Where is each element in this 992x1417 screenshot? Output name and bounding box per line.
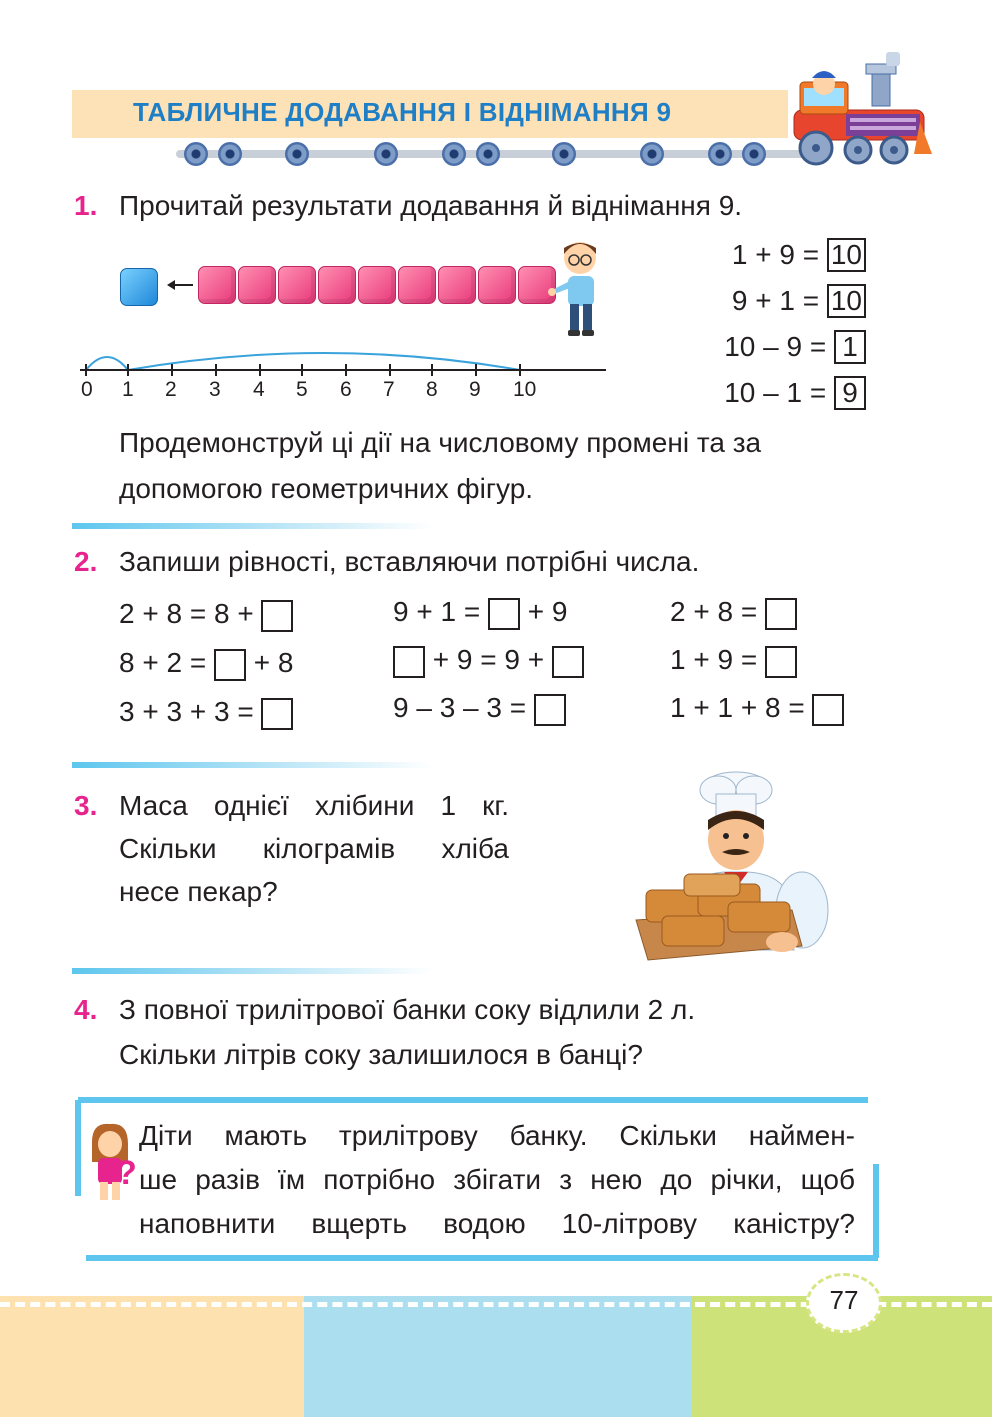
equation-row (724, 376, 866, 410)
task-number: 1. (74, 190, 98, 221)
section-divider (72, 523, 432, 529)
equation-lhs: 10 – 9 = (724, 331, 827, 362)
tick-label: 1 (122, 378, 134, 401)
puzzle-line1: Діти мають трилітрову банку. Скільки наймен- (139, 1120, 855, 1151)
red-cube (438, 266, 476, 304)
equation-lhs: 10 – 1 = (724, 377, 827, 408)
section-divider (72, 968, 432, 974)
rail-wheel-icon (742, 142, 766, 166)
task-number: 3. (74, 790, 98, 821)
tick-label: 7 (383, 378, 395, 401)
task3-line1: Маса однієї хлібини 1 кг. (119, 790, 509, 821)
equation-part: 8 + 2 = (119, 647, 207, 678)
equation-row (732, 238, 866, 272)
empty-answer-box[interactable] (393, 646, 425, 678)
task1-demo-line1: Продемонструй ці дії на числовому промені та за (119, 427, 762, 458)
answer-box: 10 (827, 284, 866, 318)
puzzle-line3: наповнити вщерть водою 10-літрову каністру? (139, 1208, 855, 1239)
task4-line2: Скільки літрів соку залишилося в банці? (119, 1039, 643, 1070)
red-cube (398, 266, 436, 304)
task4-line1: З повної трилітрової банки соку відлили 2 л. (119, 994, 696, 1025)
tick-label: 2 (165, 378, 177, 401)
equation-part: + 8 (253, 647, 294, 678)
task1-text: Прочитай результати додавання й віднімання 9. (119, 190, 743, 221)
arrow-left-icon (165, 278, 195, 292)
equation-part: 1 + 9 = (670, 644, 758, 675)
rail-wheel-icon (552, 142, 576, 166)
tick-label: 5 (296, 378, 308, 401)
answer-box: 10 (827, 238, 866, 272)
equation-part: + 9 = 9 + (432, 644, 545, 675)
equation-row (670, 692, 844, 726)
puzzle-line2: ше разів їм потрібно збігати з нею до річки, щоб (139, 1164, 855, 1195)
red-cube (318, 266, 356, 304)
empty-answer-box[interactable] (488, 598, 520, 630)
tick-label: 6 (340, 378, 352, 401)
blue-cube (120, 268, 158, 306)
footer-band-left (0, 1296, 304, 1417)
svg-text:?: ? (116, 1154, 137, 1192)
tick-label: 0 (81, 378, 93, 401)
rail-wheel-icon (442, 142, 466, 166)
empty-answer-box[interactable] (765, 598, 797, 630)
tick-label: 8 (426, 378, 438, 401)
answer-box: 1 (834, 330, 866, 364)
equation-part: 1 + 1 + 8 = (670, 692, 805, 723)
empty-answer-box[interactable] (534, 694, 566, 726)
equation-part: 3 + 3 + 3 = (119, 696, 254, 727)
boy-illustration (548, 238, 610, 338)
red-cube (358, 266, 396, 304)
equation-part: 2 + 8 = (670, 596, 758, 627)
girl-question-icon (86, 1122, 138, 1204)
red-cube (198, 266, 236, 304)
rail-wheel-icon (218, 142, 242, 166)
equation-part: 9 + 1 = (393, 596, 481, 627)
equation-row (119, 696, 293, 730)
equation-row (393, 644, 584, 678)
equation-part: + 9 (527, 596, 568, 627)
task3-line2: Скільки кілограмів хліба (119, 833, 509, 864)
rail-wheel-icon (476, 142, 500, 166)
equation-part: 9 – 3 – 3 = (393, 692, 527, 723)
equation-row (670, 596, 797, 630)
empty-answer-box[interactable] (765, 646, 797, 678)
rail-wheel-icon (708, 142, 732, 166)
train-icon (786, 42, 936, 170)
equation-row (724, 330, 866, 364)
tick-label: 9 (469, 378, 481, 401)
empty-answer-box[interactable] (214, 649, 246, 681)
equation-row (670, 644, 797, 678)
task-number: 4. (74, 994, 98, 1025)
footer-band-middle (304, 1296, 692, 1417)
task2-text: Запиши рівності, вставляючи потрібні числа. (119, 546, 700, 577)
red-cube (238, 266, 276, 304)
equation-row (119, 647, 293, 681)
rail-wheel-icon (640, 142, 664, 166)
task1-demo-line2: допомогою геометричних фігур. (119, 473, 534, 504)
red-cube (278, 266, 316, 304)
red-cubes-row (198, 266, 556, 304)
empty-answer-box[interactable] (552, 646, 584, 678)
answer-box: 9 (834, 376, 866, 410)
equation-row (393, 692, 566, 726)
equation-row (732, 284, 866, 318)
equation-row (119, 598, 293, 632)
rail-wheel-icon (184, 142, 208, 166)
section-divider (72, 762, 432, 768)
tick-label: 3 (209, 378, 221, 401)
rail-wheel-icon (374, 142, 398, 166)
rail-wheel-icon (285, 142, 309, 166)
empty-answer-box[interactable] (261, 600, 293, 632)
page-number: 77 (829, 1285, 859, 1315)
equation-row (393, 596, 567, 630)
red-cube (478, 266, 516, 304)
tick-label: 4 (253, 378, 265, 401)
page-title: ТАБЛИЧНЕ ДОДАВАННЯ І ВІДНІМАННЯ 9 (133, 97, 672, 127)
tick-label: 10 (513, 378, 537, 401)
task-number: 2. (74, 546, 98, 577)
empty-answer-box[interactable] (261, 698, 293, 730)
equation-lhs: 9 + 1 = (731, 285, 820, 316)
baker-illustration (632, 770, 832, 966)
task3-line3: несе пекар? (119, 876, 278, 907)
empty-answer-box[interactable] (812, 694, 844, 726)
equation-lhs: 1 + 9 = (731, 239, 820, 270)
equation-part: 2 + 8 = 8 + (119, 598, 254, 629)
number-line (80, 340, 612, 380)
